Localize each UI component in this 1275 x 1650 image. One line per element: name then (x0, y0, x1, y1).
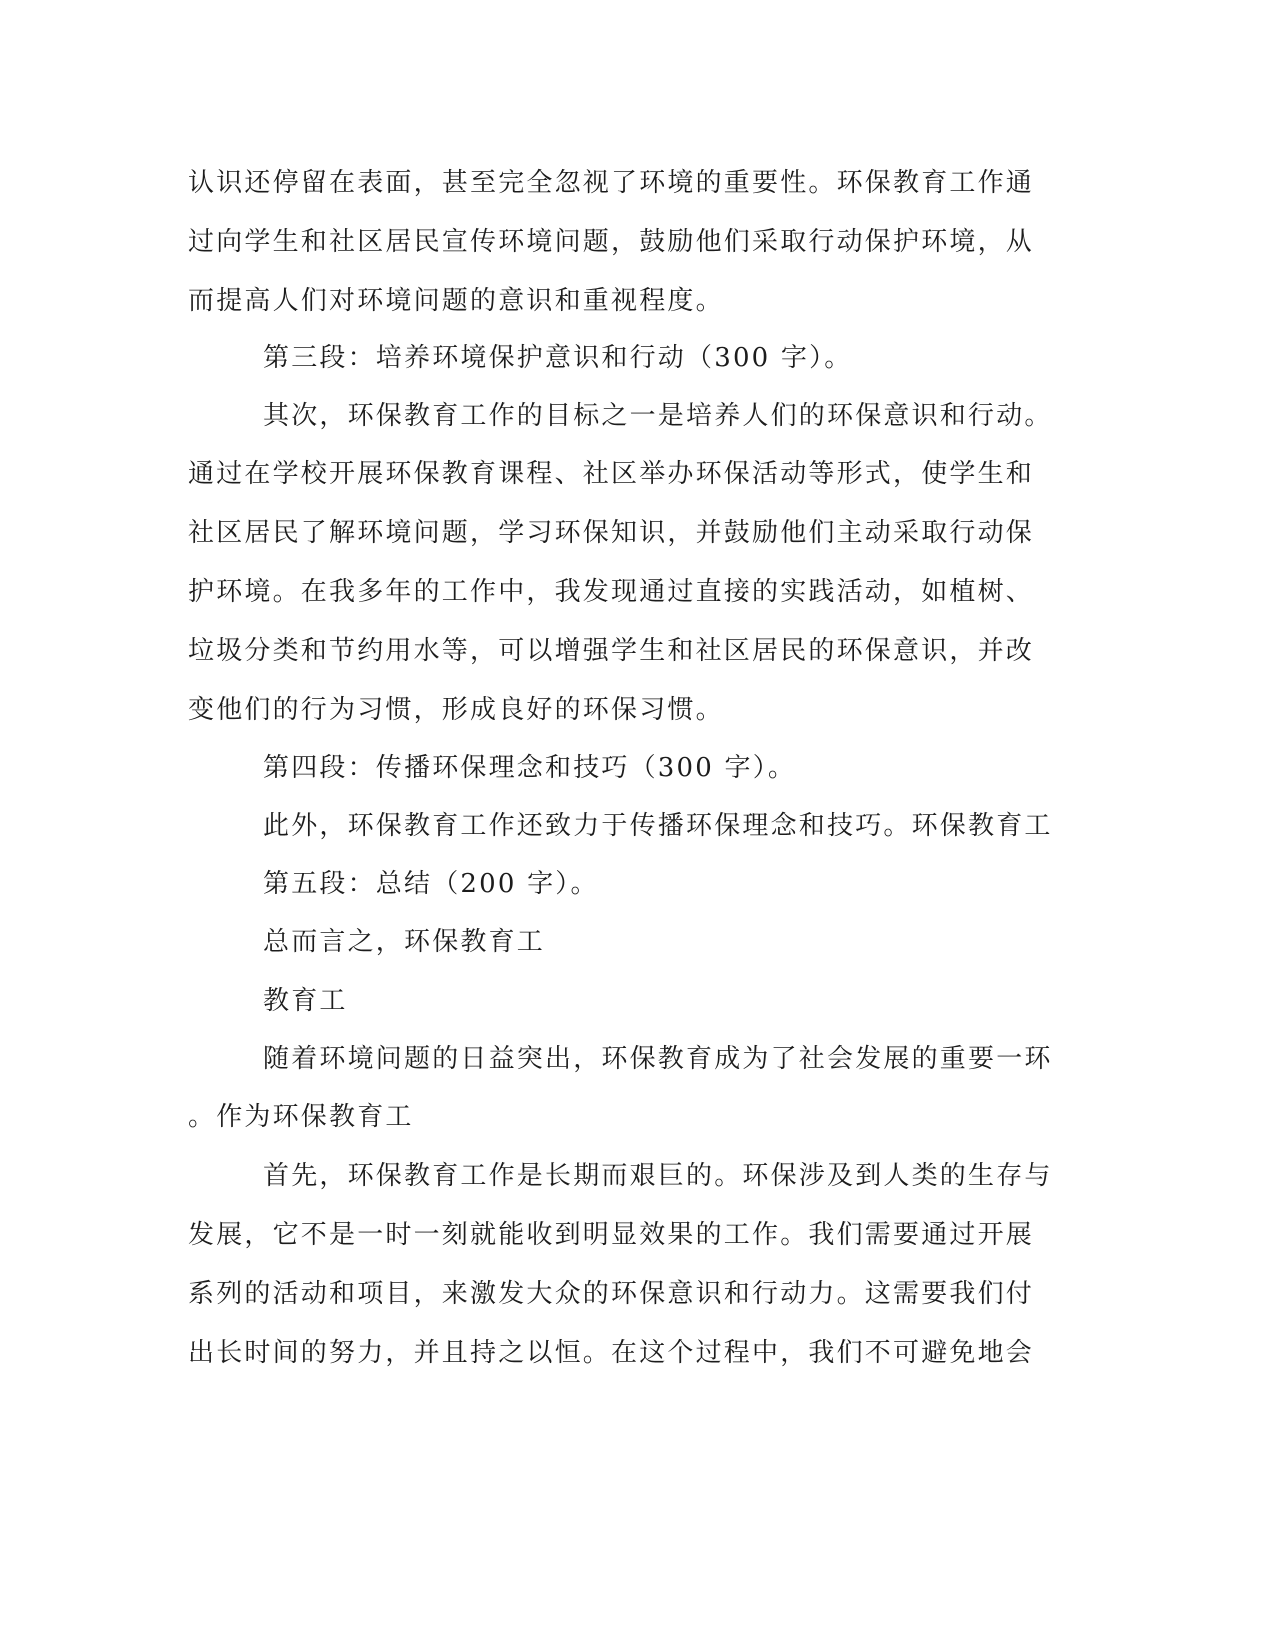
text-line: 出长时间的努力，并且持之以恒。在这个过程中，我们不可避免地会 (188, 1338, 1035, 1368)
text-line: 而提高人们对环境问题的意识和重视程度。 (188, 286, 724, 316)
text-line: 其次，环保教育工作的目标之一是培养人们的环保意识和行动。 (263, 401, 1053, 431)
text-line: 总而言之，环保教育工 (263, 927, 546, 957)
text-line: 系列的活动和项目，来激发大众的环保意识和行动力。这需要我们付 (188, 1279, 1035, 1309)
text-line: 此外，环保教育工作还致力于传播环保理念和技巧。环保教育工 (263, 811, 1053, 841)
text-line: 。作为环保教育工 (188, 1102, 414, 1132)
text-line: 过向学生和社区居民宣传环境问题，鼓励他们采取行动保护环境，从 (188, 227, 1035, 257)
text-line: 随着环境问题的日益突出，环保教育成为了社会发展的重要一环 (263, 1044, 1053, 1074)
section-heading: 第五段：总结（200 字）。 (263, 869, 599, 899)
text-line: 首先，环保教育工作是长期而艰巨的。环保涉及到人类的生存与 (263, 1161, 1053, 1191)
text-line: 教育工 (263, 986, 348, 1016)
text-line: 认识还停留在表面，甚至完全忽视了环境的重要性。环保教育工作通 (188, 168, 1035, 198)
text-line: 通过在学校开展环保教育课程、社区举办环保活动等形式，使学生和 (188, 459, 1035, 489)
section-heading: 第四段：传播环保理念和技巧（300 字）。 (263, 753, 797, 783)
section-heading: 第三段：培养环境保护意识和行动（300 字）。 (263, 343, 853, 373)
text-line: 变他们的行为习惯，形成良好的环保习惯。 (188, 695, 724, 725)
text-line: 发展，它不是一时一刻就能收到明显效果的工作。我们需要通过开展 (188, 1220, 1035, 1250)
text-line: 社区居民了解环境问题，学习环保知识，并鼓励他们主动采取行动保 (188, 518, 1035, 548)
text-line: 垃圾分类和节约用水等，可以增强学生和社区居民的环保意识，并改 (188, 636, 1035, 666)
text-line: 护环境。在我多年的工作中，我发现通过直接的实践活动，如植树、 (188, 577, 1035, 607)
